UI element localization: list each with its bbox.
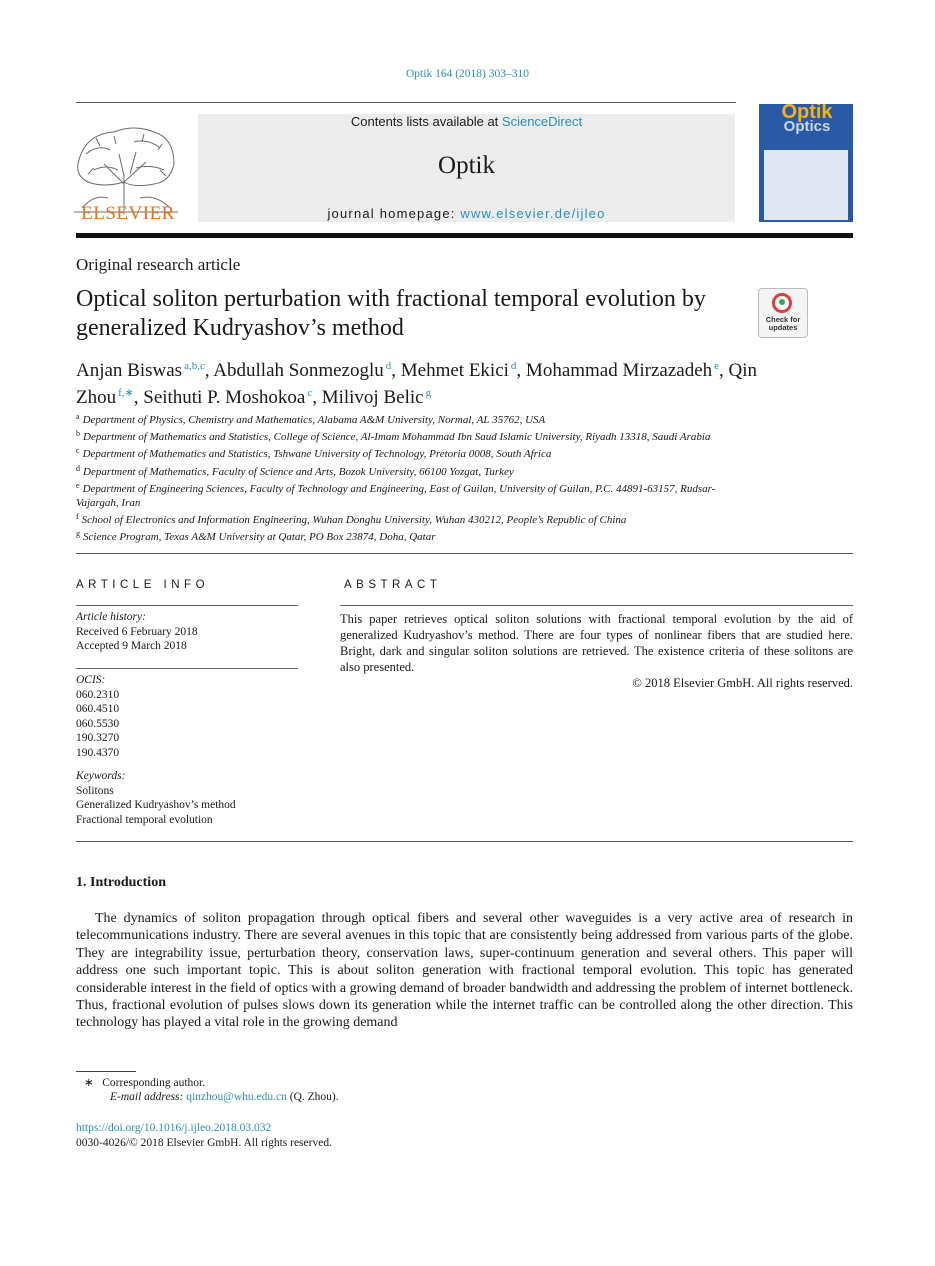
author-name[interactable]: Mehmet Ekici bbox=[400, 360, 509, 381]
crossmark-icon bbox=[772, 293, 792, 313]
affiliation-text: Department of Mathematics and Statistics, Tshwane University of Technology, Pretoria 0008, South Africa bbox=[82, 448, 552, 461]
affiliation-text: Department of Physics, Chemistry and Mathematics, Alabama A&M University, Normal, AL 35762, USA bbox=[82, 414, 546, 426]
affiliation-text: Department of Mathematics and Statistics, College of Science, Al-Imam Mohammad Ibn Saud Islamic University, Riyadh 13318, Saudi Arabia bbox=[83, 431, 711, 444]
author-affiliation-marker[interactable]: c bbox=[307, 387, 313, 399]
author-separator: , bbox=[391, 360, 401, 381]
homepage-line bbox=[198, 206, 735, 221]
article-history bbox=[76, 610, 298, 654]
author-separator: , bbox=[204, 360, 214, 381]
footnotes bbox=[76, 1076, 576, 1104]
contents-prefix: Contents lists available at bbox=[350, 114, 502, 129]
author-separator: , bbox=[516, 360, 526, 381]
email-link[interactable]: qinzhou@whu.edu.cn bbox=[186, 1091, 287, 1103]
keywords bbox=[76, 769, 298, 827]
author-separator: , bbox=[133, 387, 144, 408]
copyright: © 2018 Elsevier GmbH. All rights reserved. bbox=[632, 676, 853, 690]
header-divider bbox=[76, 233, 853, 238]
ocis-code: 060.5530 bbox=[76, 717, 120, 730]
footnote-divider bbox=[76, 1071, 136, 1072]
ocis-code: 190.4370 bbox=[76, 746, 120, 759]
author-name[interactable]: Milivoj Belic bbox=[321, 387, 424, 408]
email-label: E-mail address: bbox=[110, 1091, 184, 1103]
doi-link[interactable]: https://doi.org/10.1016/j.ijleo.2018.03.032 bbox=[76, 1122, 272, 1134]
affiliation-key: b bbox=[76, 429, 80, 439]
corresponding-text: Corresponding author. bbox=[102, 1077, 206, 1089]
affiliation-key: c bbox=[76, 446, 80, 456]
journal-reference[interactable]: Optik 164 (2018) 303–310 bbox=[406, 68, 529, 80]
journal-cover-thumbnail[interactable] bbox=[759, 104, 853, 222]
keyword: Solitons bbox=[76, 784, 114, 797]
issn-line: 0030-4026/© 2018 Elsevier GmbH. All rights reserved. bbox=[76, 1136, 332, 1149]
affiliation-text: Department of Mathematics, Faculty of Science and Arts, Bozok University, 66100 Yozgat, Turkey bbox=[83, 465, 514, 478]
received-date: Received 6 February 2018 bbox=[76, 625, 198, 638]
affiliation-text: School of Electronics and Information Engineering, Wuhan Donghu University, Wuhan 430212, People’s Republic of China bbox=[81, 514, 627, 527]
divider bbox=[76, 102, 736, 103]
author-name[interactable]: Abdullah Sonmezoglu bbox=[213, 360, 384, 381]
doi-block bbox=[76, 1121, 576, 1150]
author-affiliation-marker[interactable]: a,b,c bbox=[184, 360, 205, 372]
affiliation-key: f bbox=[76, 512, 79, 522]
cover-title: Optik bbox=[781, 104, 833, 123]
ocis-code: 060.2310 bbox=[76, 688, 120, 701]
divider bbox=[340, 605, 853, 606]
author-name[interactable]: Qin Zhou bbox=[76, 360, 758, 408]
email-suffix: (Q. Zhou). bbox=[286, 1091, 339, 1103]
affiliation-item bbox=[76, 462, 736, 479]
ocis-label: OCIS: bbox=[76, 674, 106, 686]
publisher-wordmark: ELSEVIER bbox=[81, 203, 175, 224]
affiliation-key: g bbox=[76, 529, 80, 539]
keyword: Generalized Kudryashov’s method bbox=[76, 799, 236, 811]
history-label: Article history: bbox=[76, 611, 146, 623]
sciencedirect-link[interactable]: ScienceDirect bbox=[501, 114, 583, 129]
article-info-heading: ARTICLE INFO bbox=[76, 579, 210, 591]
check-badge-label: Check for updates bbox=[765, 315, 801, 332]
author-separator: , bbox=[312, 387, 322, 408]
cover-contents-panel bbox=[764, 150, 848, 220]
footnote-star: ∗ bbox=[84, 1077, 94, 1089]
author-affiliation-marker[interactable]: d bbox=[385, 360, 392, 372]
author-affiliation-marker[interactable]: e bbox=[714, 360, 720, 372]
affiliation-item bbox=[76, 510, 736, 527]
affiliation-item bbox=[76, 527, 736, 544]
divider bbox=[76, 605, 298, 606]
author-list bbox=[76, 355, 776, 409]
affiliation-text: Department of Engineering Sciences, Faculty of Technology and Engineering, East of Guilan, University of Guilan, P.C. 44891-63157, Rudsar-Vajargah, Iran bbox=[76, 482, 716, 510]
journal-name: Optik bbox=[438, 152, 495, 179]
abstract-text: This paper retrieves optical soliton solutions with fractional temporal evolution by the aid of generalized Kudryashov’s method. There are four types of nonlinear fibers that are studied here. Bright, dark and singular soliton solutions are retrieved. The existence criteria of these solitons are also presented. bbox=[340, 612, 853, 674]
author-name[interactable]: Mohammad Mirzazadeh bbox=[525, 360, 713, 381]
affiliation-item bbox=[76, 410, 736, 427]
intro-paragraph: The dynamics of soliton propagation through optical fibers and several other waveguides is a very active area of research in telecommunications industry. There are several avenues in this topic that are consistently being addressed from various parts of the globe. They are integrability issue, perturbation theory, conservation laws, super-continuum generation and several others. This paper will address one such important topic. This is about soliton generation with fractional temporal evolution. This topic has generated considerable interest in the field of optics with a growing demand of broader bandwidth and addressing the problem of internet bottleneck. Thus, fractional evolution of pulses slows down its generation while the internet traffic can be controlled along the other direction. This technology has played a vital role in the growing demand bbox=[76, 911, 853, 1031]
corresponding-footnote bbox=[76, 1076, 576, 1090]
affiliation-item bbox=[76, 427, 736, 444]
affiliation-item bbox=[76, 479, 736, 510]
check-for-updates-badge[interactable] bbox=[758, 288, 808, 338]
homepage-prefix: journal homepage: bbox=[327, 206, 461, 221]
divider bbox=[76, 841, 853, 842]
divider bbox=[76, 668, 298, 669]
keyword: Fractional temporal evolution bbox=[76, 813, 213, 826]
author-name[interactable]: Seithuti P. Moshokoa bbox=[143, 387, 306, 408]
affiliation-key: d bbox=[76, 463, 80, 473]
accepted-date: Accepted 9 March 2018 bbox=[76, 640, 187, 652]
author-affiliation-marker[interactable]: d bbox=[510, 360, 517, 372]
author-separator: , bbox=[719, 360, 729, 381]
email-footnote bbox=[76, 1090, 576, 1104]
affiliation-list bbox=[76, 410, 736, 545]
contents-line bbox=[198, 114, 735, 129]
section-heading: 1. Introduction bbox=[76, 875, 166, 890]
ocis-codes bbox=[76, 673, 298, 760]
ocis-code: 190.3270 bbox=[76, 732, 120, 744]
author-name[interactable]: Anjan Biswas bbox=[76, 360, 183, 381]
keywords-label: Keywords: bbox=[76, 770, 126, 782]
author-affiliation-marker[interactable]: f,∗ bbox=[118, 387, 134, 399]
affiliation-item bbox=[76, 444, 736, 461]
cover-subtitle: Optics bbox=[783, 118, 831, 135]
article-title: Optical soliton perturbation with fractional temporal evolution by generalized Kudryashov’s method bbox=[76, 286, 706, 341]
article-type: Original research article bbox=[76, 255, 241, 274]
abstract-heading: ABSTRACT bbox=[344, 579, 442, 591]
affiliation-key: a bbox=[76, 412, 80, 421]
divider bbox=[76, 553, 853, 554]
affiliation-text: Science Program, Texas A&M University at Qatar, PO Box 23874, Doha, Qatar bbox=[83, 531, 436, 544]
homepage-link[interactable]: www.elsevier.de/ijleo bbox=[460, 206, 606, 221]
ocis-code: 060.4510 bbox=[76, 703, 120, 715]
affiliation-key: e bbox=[76, 480, 80, 490]
author-affiliation-marker[interactable]: g bbox=[425, 387, 432, 399]
